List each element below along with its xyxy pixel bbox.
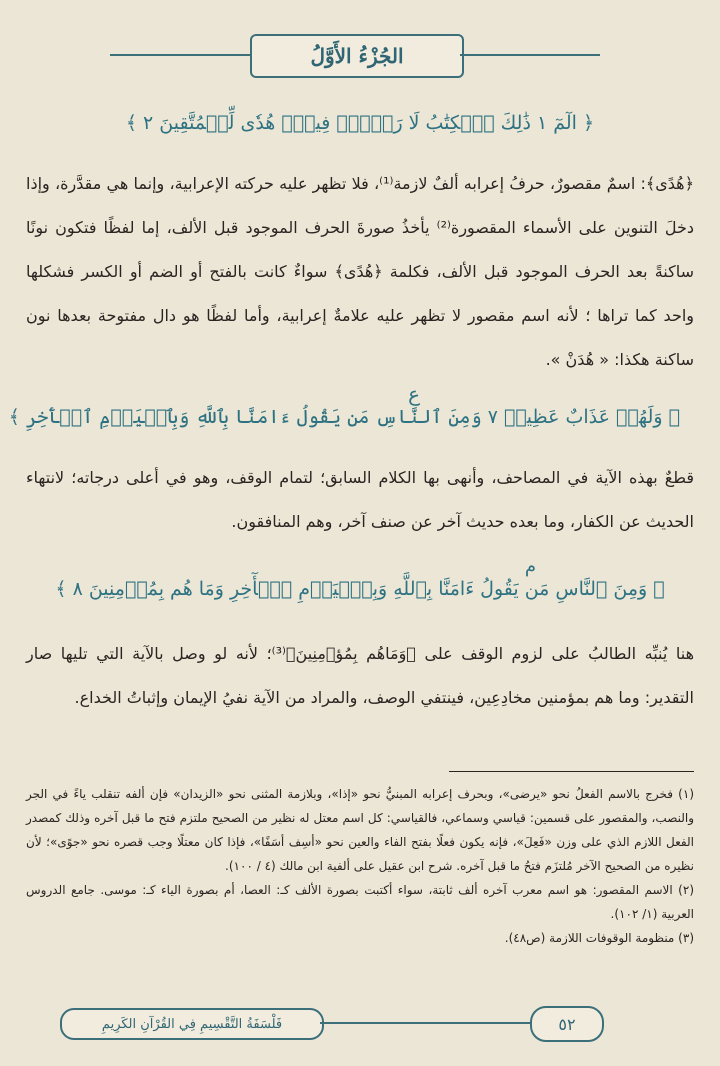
footnote-separator	[449, 771, 694, 772]
page-footer	[40, 1000, 680, 1050]
footnote-1: (١) فخرج بالاسم الفعلُ نحو «يرضى»، وبحرف إعرابه المبنيُّ نحو «إذا»، وبلازمة المثنى نحو «الزيدان» فإن ألفه تنقلب ياءً في الجر والنصب، والمقصور على قسمين: قياسي وسماعي، فالقياسي: كل اسم معتل له نظير من الصحيح ملتزم فتح ما قبل آخره وذلك كمصدر الفعل اللازم الذي على وزن «فَعِلَ»، فإنه يكون فعلًا بفتح الفاء والعين نحو «أسِف أسَفًا»، فإذا كان معتلًا وجب قصره نحو «جوًى»؛ لأن نظيره من الصحيح الآخر مُلتزَم فتحُ ما قبل آخره. شرح ابن عقيل على ألفية ابن مالك (٤ / ١٠٠).	[26, 787, 694, 873]
footnote-3: (٣) منظومة الوقوفات اللازمة (ص٤٨).	[504, 931, 694, 945]
paragraph-waqf	[26, 456, 694, 544]
header-title: الجُزْءُ الأَوَّلُ	[310, 44, 404, 68]
page-number-box	[530, 1006, 604, 1042]
footer-book-title: فَلْسَفَةُ التَّقْسِيمِ فِي القُرْآنِ الكَرِيمِ	[101, 1016, 283, 1032]
footer-rule	[320, 1022, 530, 1024]
header-rule-left	[110, 54, 250, 56]
footnotes	[26, 782, 694, 950]
quran-verse-1: ﴿ الٓمٓ ١ ذَٰلِكَ ٱلۡكِتَٰبُ لَا رَيۡبَۛ فِيهِۛ هُدٗى لِّلۡمُتَّقِينَ ٢ ﴾	[125, 112, 595, 134]
paragraph-huda	[26, 162, 694, 382]
footnote-2: (٢) الاسم المقصور: هو اسم معرب آخره ألف ثابتة، سواء أكتبت بصورة الألف كـ: العصا، أم بصورة الياء كـ: موسى. جامع الدروس العربية (١/ ١٠٢).	[26, 883, 694, 921]
paragraph-text: ﴿هُدًى﴾: اسمٌ مقصورٌ، حرفُ إعرابه ألفٌ لازمة⁽¹⁾، فلا تظهر عليه حركته الإعرابية، وإنما هي مقدَّرة، وإذا دخلَ التنوين على الأسماء المقصورة⁽²⁾ يأخذُ صورةَ الحرف الموجود قبل الألف، إما لفظًا فتكون نونًا ساكنةً بعد الحرف الموجود قبل الألف، فكلمة ﴿هُدًى﴾ سواءٌ كانت بالفتح أو الضم أو الكسر فشكلها واحد كما تراها ؛ لأنه اسم مقصور لا تظهر عليه علامةٌ إعرابية، وأما لفظًا هو دال مفتوحة بعدها نون ساكنة هكذا: « هُدَنْ ».	[26, 174, 695, 369]
paragraph-lazim	[26, 632, 694, 720]
stop-mark-ain: ع	[408, 382, 420, 406]
footer-book-title-box	[60, 1008, 324, 1040]
paragraph-text: قطعٌ بهذه الآية في المصاحف، وأنهى بها الكلام السابق؛ لتمام الوقف، وهو في أعلى درجاته؛ لانتهاء الحديث عن الكفار، وما بعده حديث آخر عن صنف آخر، وهم المنافقون.	[26, 468, 694, 531]
quran-verse-2: ﴿ وَلَهُمۡ عَذَابٌ عَظِيمٞ ٧ وَمِنَ ٱلنَّاسِ مَن يَقُولُ ءَامَنَّا بِٱللَّهِ وَبِٱلۡيَوۡمِ ٱلۡأٓخِرِ ﴾	[8, 406, 680, 428]
paragraph-text: هنا يُنبِّه الطالبُ على لزوم الوقف على ﴿وَمَاهُم بِمُؤۡمِنِينَ﴾⁽³⁾؛ لأنه لو وصل بالآية التي تليها صار التقدير: وما هم بمؤمنين مخادِعِين، فينتفي الوصف، والمراد من الآية نفيُ الإيمان وإثباتُ الخداع.	[26, 644, 695, 707]
page-header	[110, 30, 600, 80]
header-cartouche	[250, 34, 464, 78]
stop-mark-mim: م	[524, 556, 536, 577]
header-rule-right	[460, 54, 600, 56]
quran-verse-3: ﴿ وَمِنَ ٱلنَّاسِ مَن يَقُولُ ءَامَنَّا بِٱللَّهِ وَبِٱلۡيَوۡمِ ٱلۡأٓخِرِ وَمَا هُم بِمُؤۡمِنِينَ ٨ ﴾	[55, 578, 665, 600]
page-number: ٥٢	[558, 1014, 576, 1034]
